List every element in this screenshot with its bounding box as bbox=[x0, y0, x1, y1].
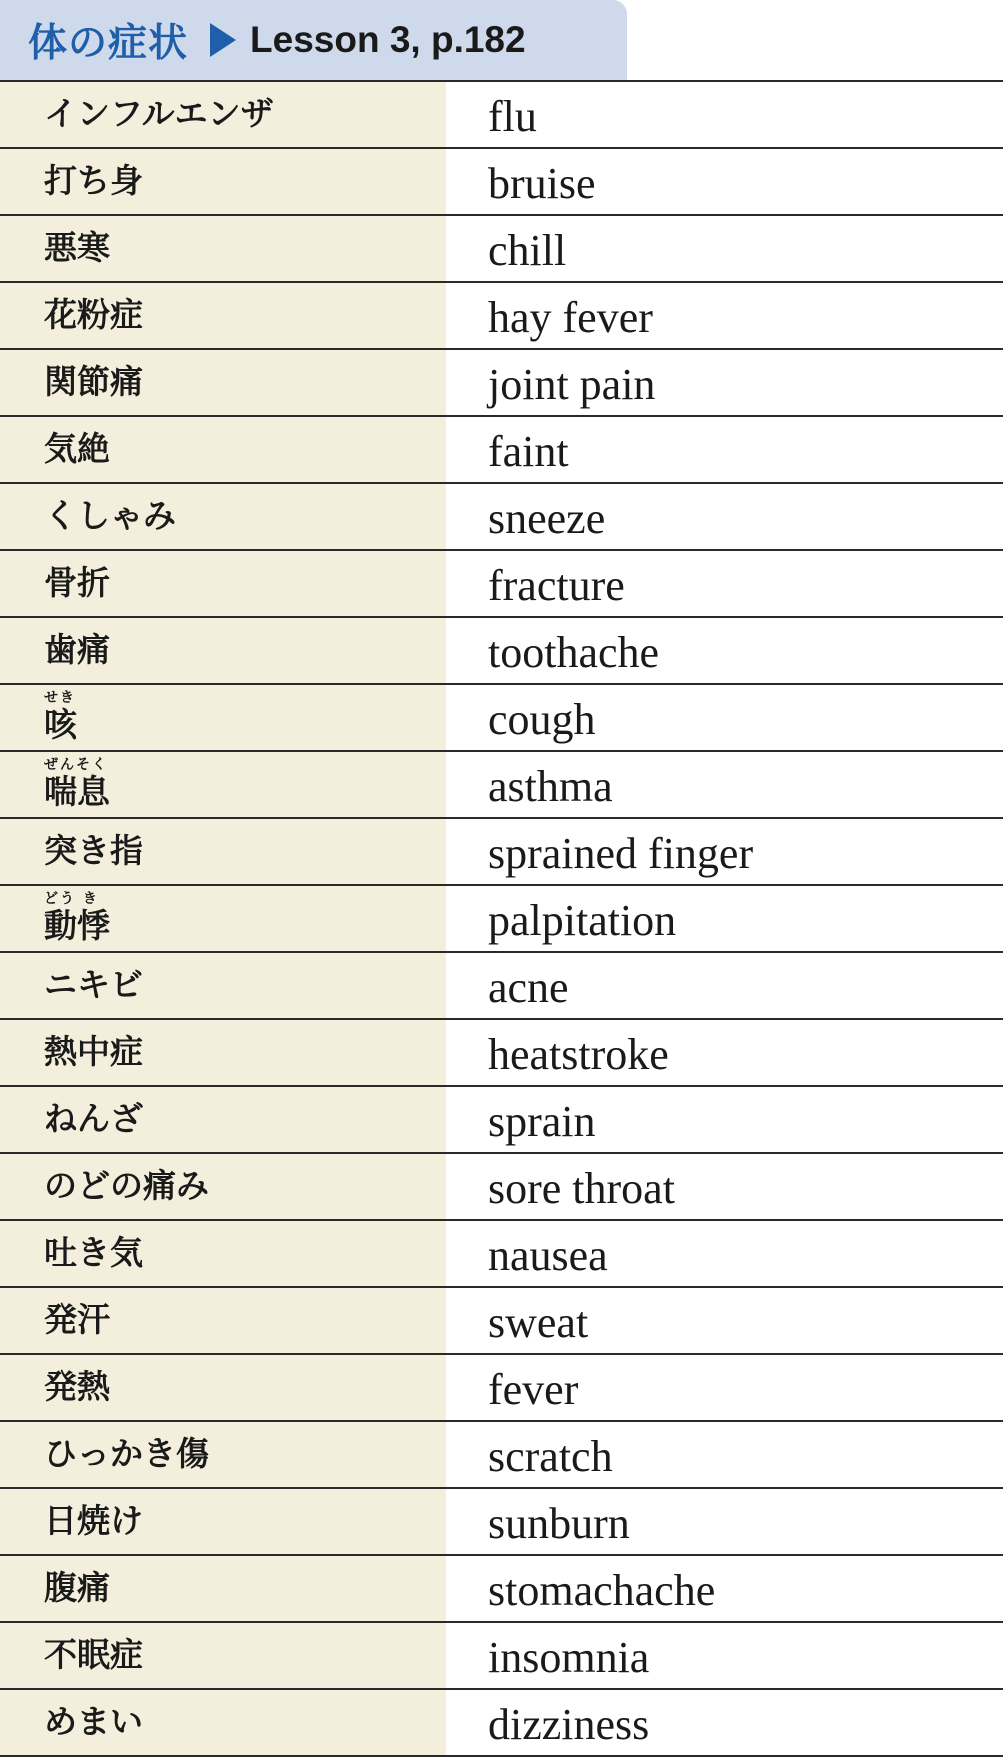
english-term: nausea bbox=[488, 1231, 608, 1280]
english-term-cell bbox=[446, 1623, 1003, 1688]
table-row bbox=[0, 417, 1003, 484]
furigana-reading: ぜんそく bbox=[44, 757, 108, 773]
english-term-cell bbox=[446, 618, 1003, 683]
english-term: cough bbox=[488, 695, 596, 744]
english-term-cell bbox=[446, 484, 1003, 549]
japanese-term: 腹痛 bbox=[44, 1568, 110, 1607]
table-row bbox=[0, 1355, 1003, 1422]
japanese-term-cell bbox=[0, 283, 446, 348]
english-term-cell bbox=[446, 752, 1003, 817]
table-row bbox=[0, 1020, 1003, 1087]
japanese-term-cell bbox=[0, 819, 446, 884]
english-term: bruise bbox=[488, 159, 596, 208]
japanese-term-cell bbox=[0, 1422, 446, 1487]
english-term-cell bbox=[446, 953, 1003, 1018]
table-row bbox=[0, 886, 1003, 953]
english-term: palpitation bbox=[488, 896, 677, 945]
table-row bbox=[0, 819, 1003, 886]
english-term-cell bbox=[446, 283, 1003, 348]
english-term-cell bbox=[446, 82, 1003, 147]
japanese-term: 骨折 bbox=[44, 563, 110, 602]
japanese-term-cell bbox=[0, 1087, 446, 1152]
japanese-term: のどの痛み bbox=[44, 1166, 209, 1205]
triangle-arrow-icon bbox=[210, 23, 236, 57]
table-row bbox=[0, 551, 1003, 618]
vocabulary-table bbox=[0, 80, 1003, 1757]
japanese-term: 歯痛 bbox=[44, 630, 110, 669]
english-term: toothache bbox=[488, 628, 660, 677]
japanese-term-cell bbox=[0, 1288, 446, 1353]
japanese-term: 関節痛 bbox=[44, 362, 143, 401]
english-term: heatstroke bbox=[488, 1030, 669, 1079]
table-row bbox=[0, 1221, 1003, 1288]
japanese-term: ねんざ bbox=[44, 1099, 143, 1138]
japanese-term-cell bbox=[0, 350, 446, 415]
japanese-term: 発熱 bbox=[44, 1367, 110, 1406]
english-term: hay fever bbox=[488, 293, 653, 342]
english-term-cell bbox=[446, 551, 1003, 616]
table-row bbox=[0, 350, 1003, 417]
japanese-term-cell bbox=[0, 82, 446, 147]
english-term: sneeze bbox=[488, 494, 606, 543]
english-term-cell bbox=[446, 1020, 1003, 1085]
table-row bbox=[0, 216, 1003, 283]
japanese-term: めまい bbox=[44, 1702, 143, 1741]
english-term: asthma bbox=[488, 762, 613, 811]
english-term: chill bbox=[488, 226, 567, 275]
japanese-term: くしゃみ bbox=[44, 496, 176, 535]
japanese-term-cell bbox=[0, 886, 446, 951]
section-title: 体の症状 bbox=[28, 21, 189, 66]
japanese-term-cell bbox=[0, 417, 446, 482]
english-term: joint pain bbox=[488, 360, 656, 409]
table-row bbox=[0, 82, 1003, 149]
english-term: fracture bbox=[488, 561, 625, 610]
japanese-term-cell bbox=[0, 1690, 446, 1755]
english-term: scratch bbox=[488, 1432, 613, 1481]
japanese-term-cell bbox=[0, 216, 446, 281]
table-row bbox=[0, 1288, 1003, 1355]
english-term: fever bbox=[488, 1365, 579, 1414]
furigana-reading: せき bbox=[44, 690, 76, 706]
japanese-term: 吐き気 bbox=[44, 1233, 143, 1272]
english-term-cell bbox=[446, 1422, 1003, 1487]
table-row bbox=[0, 1154, 1003, 1221]
table-row bbox=[0, 1556, 1003, 1623]
table-row bbox=[0, 1087, 1003, 1154]
japanese-term-cell bbox=[0, 752, 446, 817]
english-term: faint bbox=[488, 427, 569, 476]
japanese-term-cell bbox=[0, 685, 446, 750]
english-term: sprained finger bbox=[488, 829, 754, 878]
english-term-cell bbox=[446, 1087, 1003, 1152]
japanese-term-cell bbox=[0, 1556, 446, 1621]
japanese-term: 気絶 bbox=[44, 429, 110, 468]
japanese-term-cell bbox=[0, 1623, 446, 1688]
japanese-term: インフルエンザ bbox=[44, 94, 274, 133]
table-row bbox=[0, 1690, 1003, 1757]
japanese-term-cell bbox=[0, 1221, 446, 1286]
japanese-term: 花粉症 bbox=[44, 295, 143, 334]
japanese-term: 動悸 bbox=[44, 906, 110, 945]
english-term: sprain bbox=[488, 1097, 596, 1146]
table-row bbox=[0, 283, 1003, 350]
english-term: acne bbox=[488, 963, 569, 1012]
english-term-cell bbox=[446, 1221, 1003, 1286]
japanese-term: 突き指 bbox=[44, 831, 143, 870]
table-row bbox=[0, 685, 1003, 752]
english-term-cell bbox=[446, 1154, 1003, 1219]
english-term-cell bbox=[446, 1489, 1003, 1554]
japanese-term-cell bbox=[0, 149, 446, 214]
japanese-term: ひっかき傷 bbox=[44, 1434, 209, 1473]
japanese-term: 咳 bbox=[44, 705, 77, 744]
english-term: flu bbox=[488, 92, 537, 141]
english-term-cell bbox=[446, 819, 1003, 884]
english-term: insomnia bbox=[488, 1633, 650, 1682]
english-term: dizziness bbox=[488, 1700, 650, 1749]
english-term: stomachache bbox=[488, 1566, 716, 1615]
table-row bbox=[0, 752, 1003, 819]
table-row bbox=[0, 484, 1003, 551]
japanese-term: 悪寒 bbox=[44, 228, 110, 267]
japanese-term: 打ち身 bbox=[44, 161, 143, 200]
english-term-cell bbox=[446, 1355, 1003, 1420]
table-row bbox=[0, 149, 1003, 216]
table-row bbox=[0, 1489, 1003, 1556]
english-term-cell bbox=[446, 1690, 1003, 1755]
japanese-term-cell bbox=[0, 1355, 446, 1420]
english-term-cell bbox=[446, 350, 1003, 415]
japanese-term: 熱中症 bbox=[44, 1032, 143, 1071]
lesson-reference: Lesson 3, p.182 bbox=[250, 19, 526, 60]
english-term: sweat bbox=[488, 1298, 589, 1347]
japanese-term-cell bbox=[0, 484, 446, 549]
english-term-cell bbox=[446, 1556, 1003, 1621]
japanese-term: 日焼け bbox=[44, 1501, 143, 1540]
japanese-term: 喘息 bbox=[44, 772, 110, 811]
english-term-cell bbox=[446, 685, 1003, 750]
english-term-cell bbox=[446, 886, 1003, 951]
english-term-cell bbox=[446, 1288, 1003, 1353]
section-header bbox=[0, 0, 627, 80]
japanese-term-cell bbox=[0, 953, 446, 1018]
english-term: sore throat bbox=[488, 1164, 675, 1213]
japanese-term: 不眠症 bbox=[44, 1635, 143, 1674]
japanese-term: ニキビ bbox=[44, 965, 143, 1004]
japanese-term-cell bbox=[0, 1489, 446, 1554]
japanese-term-cell bbox=[0, 551, 446, 616]
table-row bbox=[0, 1422, 1003, 1489]
furigana-reading: どう き bbox=[44, 891, 99, 907]
table-row bbox=[0, 953, 1003, 1020]
english-term-cell bbox=[446, 149, 1003, 214]
japanese-term: 発汗 bbox=[44, 1300, 110, 1339]
english-term: sunburn bbox=[488, 1499, 630, 1548]
japanese-term-cell bbox=[0, 1154, 446, 1219]
english-term-cell bbox=[446, 216, 1003, 281]
japanese-term-cell bbox=[0, 1020, 446, 1085]
table-row bbox=[0, 618, 1003, 685]
table-row bbox=[0, 1623, 1003, 1690]
english-term-cell bbox=[446, 417, 1003, 482]
japanese-term-cell bbox=[0, 618, 446, 683]
